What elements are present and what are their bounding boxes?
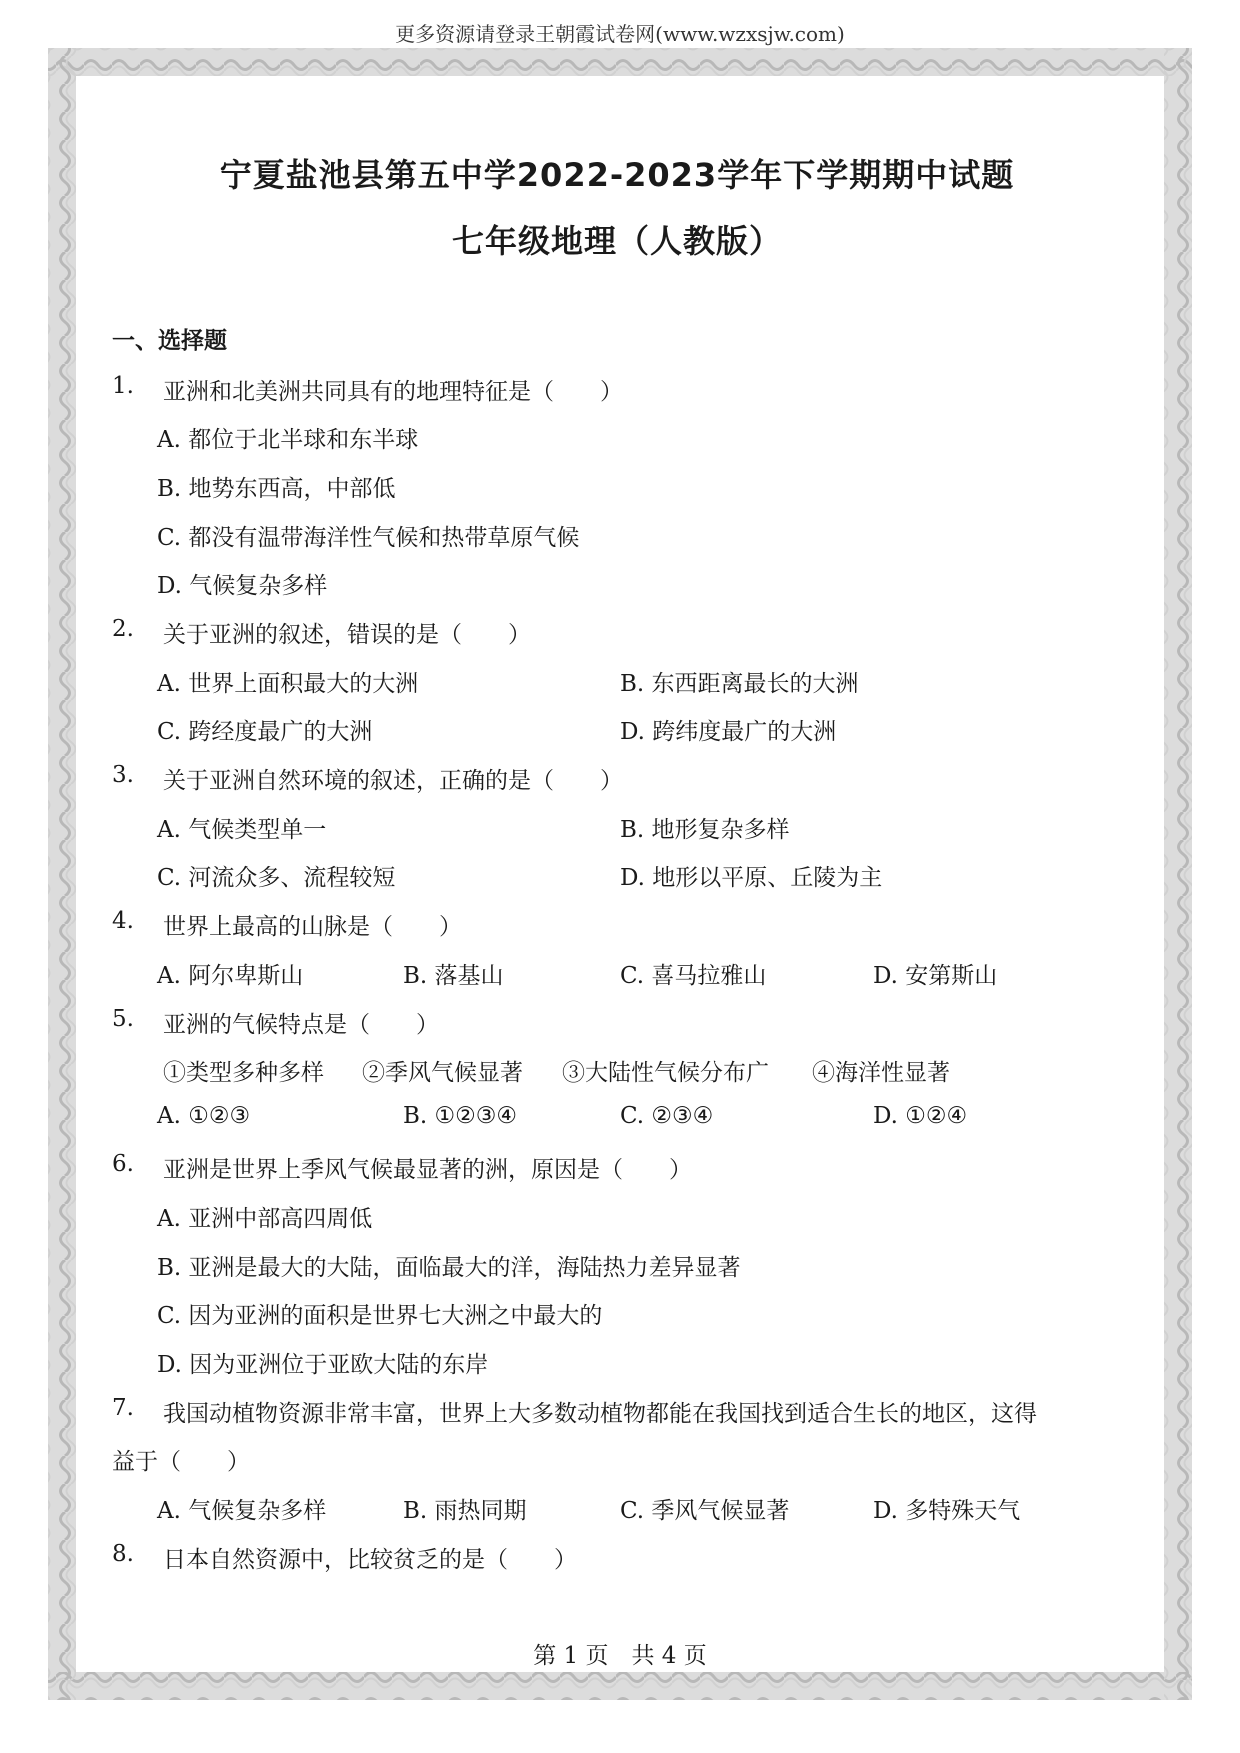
question-number: 3. [112, 762, 134, 788]
option-c: C. 都没有温带海洋性气候和热带草原气候 [157, 525, 580, 551]
exam-subtitle: 七年级地理（人教版） [451, 222, 782, 260]
option-b: B. 雨热同期 [403, 1498, 527, 1524]
page-footer: 第 1 页 共 4 页 [533, 1643, 707, 1669]
question-number: 8. [112, 1541, 134, 1567]
question-number: 7. [112, 1395, 134, 1421]
exam-title: 宁夏盐池县第五中学2022-2023学年下学期期中试题 [219, 156, 1015, 194]
statement-3: ③大陆性气候分布广 [562, 1060, 769, 1086]
option-a: A. 世界上面积最大的大洲 [157, 671, 419, 697]
option-a: A. 亚洲中部高四周低 [157, 1206, 373, 1232]
question-text: 我国动植物资源非常丰富，世界上大多数动植物都能在我国找到适合生长的地区，这得 [163, 1401, 1037, 1427]
option-d: D. ①②④ [873, 1103, 968, 1129]
option-c: C. 喜马拉雅山 [620, 963, 767, 989]
question-text: 世界上最高的山脉是（ ） [163, 914, 462, 940]
option-a: A. 气候类型单一 [157, 817, 327, 843]
option-c: C. 季风气候显著 [620, 1498, 790, 1524]
question-text-continued: 益于（ ） [112, 1449, 250, 1475]
option-a: A. 气候复杂多样 [157, 1498, 327, 1524]
option-c: C. 跨经度最广的大洲 [157, 719, 373, 745]
option-b: B. 落基山 [403, 963, 504, 989]
statement-2: ②季风气候显著 [362, 1060, 523, 1086]
question-text: 关于亚洲自然环境的叙述，正确的是（ ） [163, 768, 623, 794]
question-text: 亚洲和北美洲共同具有的地理特征是（ ） [163, 379, 623, 405]
option-a: A. 都位于北半球和东半球 [157, 427, 419, 453]
statement-4: ④海洋性显著 [812, 1060, 950, 1086]
question-text: 亚洲的气候特点是（ ） [163, 1012, 439, 1038]
option-b: B. 东西距离最长的大洲 [620, 671, 859, 697]
question-text: 亚洲是世界上季风气候最显著的洲，原因是（ ） [163, 1157, 692, 1183]
option-b: B. 地势东西高，中部低 [157, 476, 396, 502]
option-c: C. 河流众多、流程较短 [157, 865, 396, 891]
top-banner: 更多资源请登录王朝霞试卷网(www.wzxsjw.com) [395, 22, 845, 46]
question-number: 5. [112, 1006, 134, 1032]
option-c: C. ②③④ [620, 1103, 714, 1129]
option-a: A. 阿尔卑斯山 [157, 963, 304, 989]
statement-1: ①类型多种多样 [163, 1060, 324, 1086]
option-b: B. 地形复杂多样 [620, 817, 790, 843]
question-number: 1. [112, 373, 134, 399]
option-c: C. 因为亚洲的面积是世界七大洲之中最大的 [157, 1303, 603, 1329]
option-d: D. 跨纬度最广的大洲 [620, 719, 837, 745]
option-b: B. 亚洲是最大的大陆，面临最大的洋，海陆热力差异显著 [157, 1255, 741, 1281]
option-d: D. 地形以平原、丘陵为主 [620, 865, 883, 891]
option-a: A. ①②③ [157, 1103, 251, 1129]
question-number: 4. [112, 908, 134, 934]
section-heading: 一、选择题 [112, 328, 227, 354]
question-number: 2. [112, 616, 134, 642]
option-d: D. 安第斯山 [873, 963, 998, 989]
option-d: D. 气候复杂多样 [157, 573, 328, 599]
question-text: 日本自然资源中，比较贫乏的是（ ） [163, 1547, 577, 1573]
option-d: D. 因为亚洲位于亚欧大陆的东岸 [157, 1352, 489, 1378]
question-text: 关于亚洲的叙述，错误的是（ ） [163, 622, 531, 648]
option-b: B. ①②③④ [403, 1103, 518, 1129]
question-number: 6. [112, 1151, 134, 1177]
option-d: D. 多特殊天气 [873, 1498, 1021, 1524]
